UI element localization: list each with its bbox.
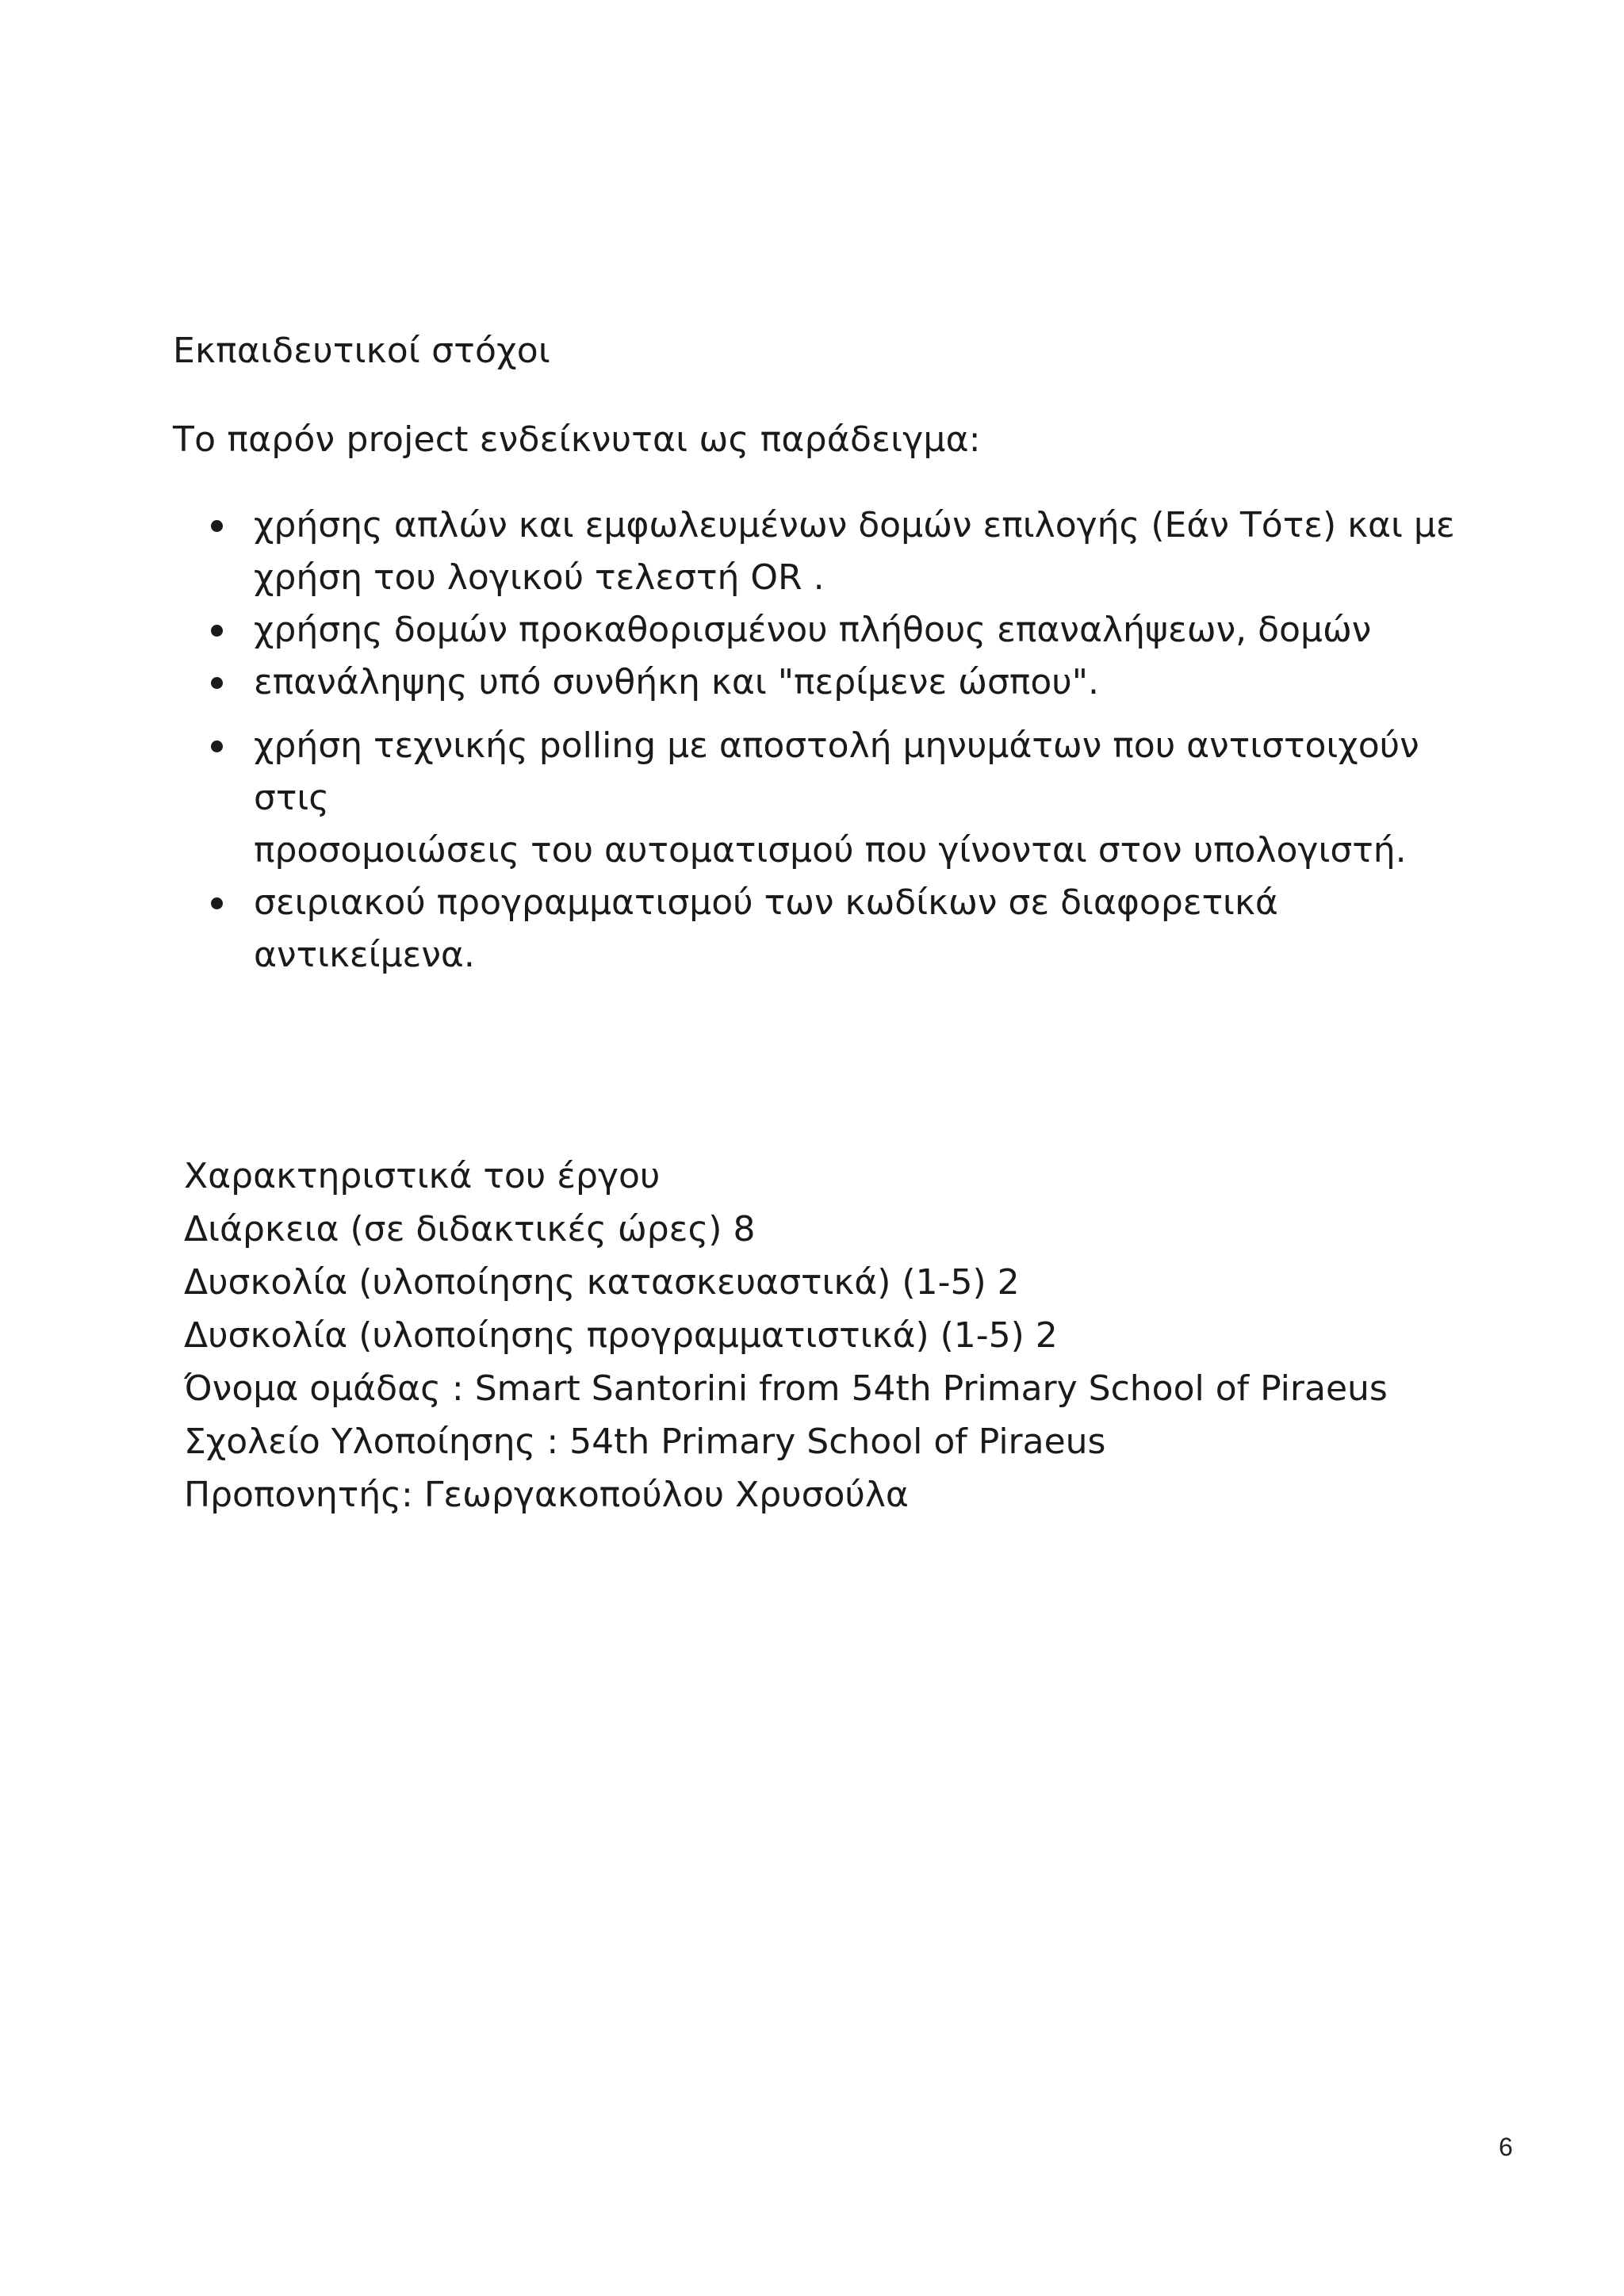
list-item: [208, 499, 1477, 604]
construction-difficulty-line: Δυσκολία (υλοποίησης κατασκευαστικά) (1-5) 2: [184, 1262, 1020, 1303]
list-item-line: χρήσης απλών και εμφωλευμένων δομών επιλογής (Εάν Τότε) και με: [254, 505, 1455, 545]
team-name-line: Όνομα ομάδας : Smart Santorini from 54th Primary School of Piraeus: [184, 1368, 1388, 1409]
list-item-line: προσομοιώσεις του αυτοματισμού που γίνονται στον υπολογιστή.: [254, 830, 1407, 871]
duration-line: Διάρκεια (σε διδακτικές ώρες) 8: [184, 1209, 756, 1249]
section-heading: Εκπαιδευτικοί στόχοι: [173, 331, 550, 371]
list-item: [208, 877, 1477, 982]
bullet-icon: [211, 677, 223, 689]
list-item: [208, 656, 1477, 709]
list-item-line: σειριακού προγραμματισμού των κωδίκων σε διαφορετικά αντικείμενα.: [254, 882, 1278, 975]
list-item-line: χρήση του λογικού τελεστή OR .: [254, 557, 825, 598]
bullet-icon: [211, 520, 223, 532]
project-features: [184, 1150, 1388, 1521]
intro-text: Το παρόν project ενδείκνυται ως παράδειγμα:: [173, 419, 981, 460]
list-item-line: επανάληψης υπό συνθήκη και "περίμενε ώσπου".: [254, 662, 1099, 702]
school-line: Σχολείο Υλοποίησης : 54th Primary School of Piraeus: [184, 1422, 1106, 1462]
list-item: [208, 604, 1477, 656]
goals-list: [208, 499, 1477, 982]
coach-line: Προπονητής: Γεωργακοπούλου Χρυσούλα: [184, 1475, 909, 1515]
programming-difficulty-line: Δυσκολία (υλοποίησης προγραμματιστικά) (1-5) 2: [184, 1315, 1058, 1356]
bullet-icon: [211, 897, 223, 909]
bullet-icon: [211, 740, 223, 752]
bullet-icon: [211, 625, 223, 637]
list-item-line: χρήσης δομών προκαθορισμένου πλήθους επαναλήψεων, δομών: [254, 610, 1372, 650]
list-item: [208, 720, 1477, 877]
list-item-line: χρήση τεχνικής polling με αποστολή μηνυμάτων που αντιστοιχούν στις: [254, 725, 1419, 818]
page-number: 6: [1499, 2133, 1513, 2161]
features-title: Χαρακτηριστικά του έργου: [184, 1156, 661, 1196]
